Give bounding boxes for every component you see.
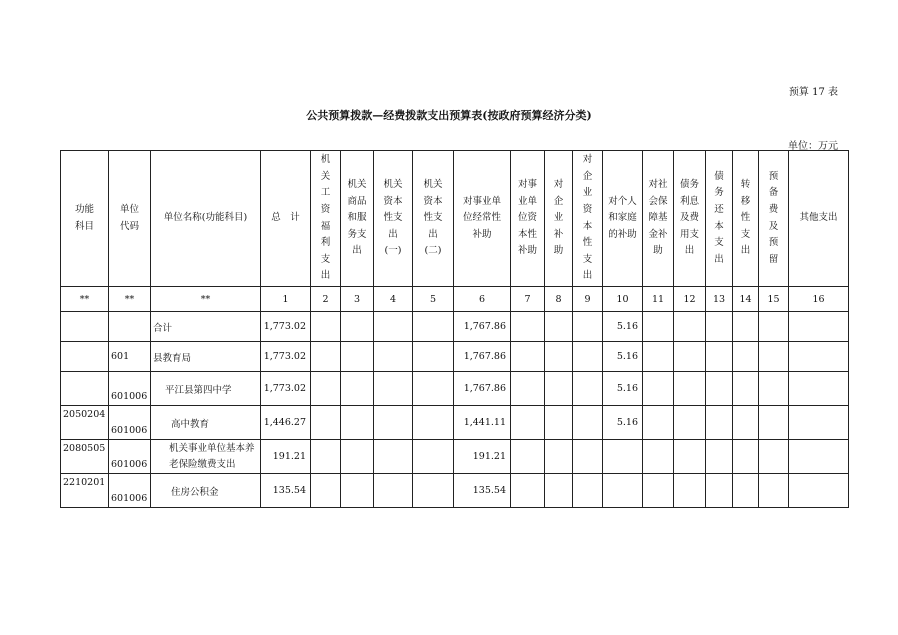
col-number: 3	[341, 287, 374, 312]
unit-label: 单位：万元	[788, 141, 838, 152]
col-header: 机关工资福利支出	[311, 151, 341, 287]
table-row	[61, 342, 849, 372]
unit-name: 高中教育	[151, 406, 261, 440]
func-code	[61, 342, 109, 372]
col-header: 单位名称(功能科目)	[151, 151, 261, 287]
household-subsidy-value: 5.16	[603, 342, 643, 372]
unit-name: 平江县第四中学	[151, 372, 261, 406]
table-row	[61, 406, 849, 440]
col-number: 16	[789, 287, 849, 312]
household-subsidy-value: 5.16	[603, 406, 643, 440]
col-header: 功能科目	[61, 151, 109, 287]
table-row	[61, 474, 849, 508]
col-header: 对个人和家庭的补助	[603, 151, 643, 287]
col-number: 15	[759, 287, 789, 312]
col-number: 4	[374, 287, 413, 312]
col-number: **	[109, 287, 151, 312]
col-header: 机关资本性支出(二)	[413, 151, 454, 287]
col-header: 机关商品和服务支出	[341, 151, 374, 287]
func-code: 2050204	[61, 406, 109, 440]
unit-code: 601006	[109, 406, 151, 440]
total-value: 1,773.02	[261, 312, 311, 342]
household-subsidy-value: 5.16	[603, 312, 643, 342]
col-header: 对社会保障基金补助	[643, 151, 674, 287]
unit-code: 601	[109, 342, 151, 372]
col-number: 9	[573, 287, 603, 312]
page-title: 公共预算拨款—经费拨款支出预算表(按政府预算经济分类)	[306, 109, 592, 122]
col-header: 对企业资本性支出	[573, 151, 603, 287]
col-header: 对事业单位经常性补助	[454, 151, 511, 287]
col-header: 机关资本性支出(一)	[374, 151, 413, 287]
col-number: 14	[733, 287, 759, 312]
total-value: 1,773.02	[261, 372, 311, 406]
total-value: 1,446.27	[261, 406, 311, 440]
func-code: 2210201	[61, 474, 109, 508]
household-subsidy-value	[603, 474, 643, 508]
public-institution-subsidy-value: 1,767.86	[454, 342, 511, 372]
unit-name: 合计	[151, 312, 261, 342]
form-number: 预算 17 表	[788, 87, 838, 98]
unit-name: 县教育局	[151, 342, 261, 372]
col-number: 8	[545, 287, 573, 312]
func-code	[61, 312, 109, 342]
col-number: 13	[706, 287, 733, 312]
col-header: 总 计	[261, 151, 311, 287]
col-header: 债务还本支出	[706, 151, 733, 287]
unit-code: 601006	[109, 372, 151, 406]
public-institution-subsidy-value: 1,767.86	[454, 372, 511, 406]
household-subsidy-value: 5.16	[603, 372, 643, 406]
col-number: 2	[311, 287, 341, 312]
col-header: 转移性支出	[733, 151, 759, 287]
col-header: 对事业单位资本性补助	[511, 151, 545, 287]
table-row	[61, 312, 849, 342]
col-header: 单位代码	[109, 151, 151, 287]
public-institution-subsidy-value: 1,767.86	[454, 312, 511, 342]
col-number: 1	[261, 287, 311, 312]
public-institution-subsidy-value: 191.21	[454, 440, 511, 474]
col-number: **	[61, 287, 109, 312]
unit-code: 601006	[109, 440, 151, 474]
public-institution-subsidy-value: 135.54	[454, 474, 511, 508]
col-number: 10	[603, 287, 643, 312]
public-institution-subsidy-value: 1,441.11	[454, 406, 511, 440]
func-code: 2080505	[61, 440, 109, 474]
col-header: 预备费及预留	[759, 151, 789, 287]
col-number: 11	[643, 287, 674, 312]
table-row	[61, 372, 849, 406]
col-header: 债务利息及费用支出	[674, 151, 706, 287]
col-number: 12	[674, 287, 706, 312]
table-header-row	[61, 151, 849, 287]
unit-name: 住房公积金	[151, 474, 261, 508]
col-header: 对企业补助	[545, 151, 573, 287]
total-value: 1,773.02	[261, 342, 311, 372]
col-number: 7	[511, 287, 545, 312]
col-number: 5	[413, 287, 454, 312]
budget-table	[60, 150, 849, 508]
col-number: **	[151, 287, 261, 312]
household-subsidy-value	[603, 440, 643, 474]
unit-name: 机关事业单位基本养老保险缴费支出	[151, 440, 261, 474]
total-value: 191.21	[261, 440, 311, 474]
func-code	[61, 372, 109, 406]
col-header: 其他支出	[789, 151, 849, 287]
unit-code: 601006	[109, 474, 151, 508]
unit-code	[109, 312, 151, 342]
total-value: 135.54	[261, 474, 311, 508]
column-number-row	[61, 287, 849, 312]
col-number: 6	[454, 287, 511, 312]
table-row	[61, 440, 849, 474]
